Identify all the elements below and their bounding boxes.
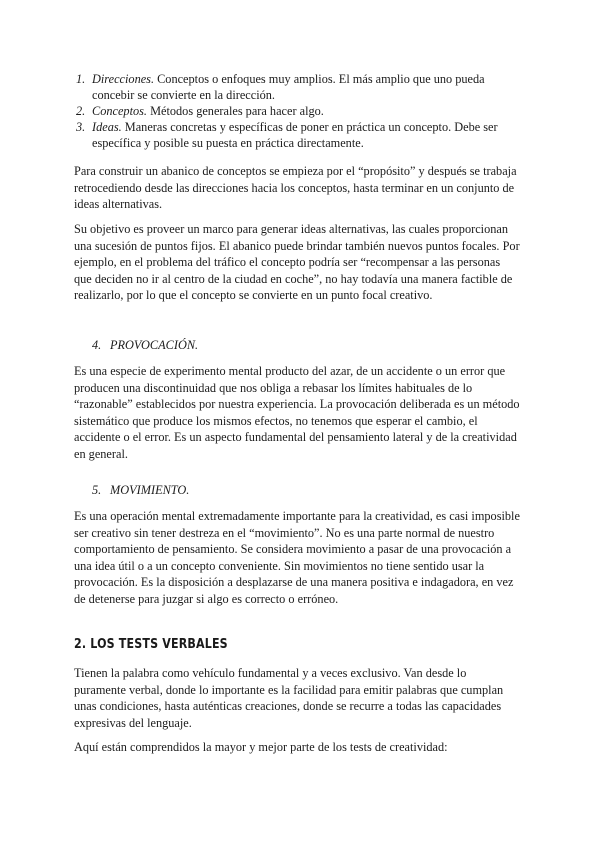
section-heading: 2. LOS TESTS VERBALES — [74, 636, 228, 652]
subheading-movimiento — [92, 482, 189, 498]
list-term: Ideas. — [92, 120, 122, 134]
list-text: Conceptos o enfoques muy amplios. El más amplio que uno pueda concebir se convierte en la dirección. — [92, 72, 485, 102]
list-number: 3. — [76, 120, 86, 134]
list-number: 1. — [76, 72, 86, 86]
subheading-title: MOVIMIENTO. — [110, 483, 190, 497]
paragraph-provocacion: Es una especie de experimento mental producto del azar, de un accidente o un error que producen una discontinuidad que nos obliga a rebasar los límites habituales de lo “razonable” establecidos por nuestra experiencia. La provocación deliberada es un método sistemático que produce los mismos efectos, no tenemos que esperar el cambio, el accidente o el error. Es un aspecto fundamental del pensamiento lateral y de la creatividad en general. — [74, 364, 520, 461]
list-item-conceptos — [76, 103, 522, 119]
list-item-ideas — [76, 119, 522, 151]
subheading-number: 5. — [92, 483, 102, 497]
paragraph-tests-creatividad: Aquí están comprendidos la mayor y mejor parte de los tests de creatividad: — [74, 740, 448, 754]
paragraph-abanico-construccion: Para construir un abanico de conceptos se empieza por el “propósito” y después se trabaja retrocediendo desde las direcciones hacia los conceptos, hasta terminar en un conjunto de ideas alternativas. — [74, 164, 517, 211]
subheading-number: 4. — [92, 338, 102, 352]
subheading-provocacion — [92, 337, 198, 353]
list-term: Conceptos. — [92, 104, 147, 118]
list-number: 2. — [76, 104, 86, 118]
list-term: Direcciones. — [92, 72, 155, 86]
list-text: Métodos generales para hacer algo. — [147, 104, 324, 118]
paragraph-abanico-objetivo: Su objetivo es proveer un marco para generar ideas alternativas, las cuales proporcionan una sucesión de puntos fijos. El abanico puede brindar también nuevos puntos focales. Por ejemplo, en el problema del tráfico el concepto podría ser “recompensar a las personas que deciden no ir al centro de la ciudad en coche”, no hay todavía una manera factible de realizarlo, por lo que el concepto se convierte en un punto focal creativo. — [74, 222, 520, 302]
paragraph-tests-verbales: Tienen la palabra como vehículo fundamental y a veces exclusivo. Van desde lo puramente verbal, donde lo importante es la facilidad para emitir palabras que cumplan unas condiciones, hasta auténticas creaciones, donde se recurre a todas las capacidades expresivas del lenguaje. — [74, 666, 504, 730]
list-text: Maneras concretas y específicas de poner en práctica un concepto. Debe ser específica y posible su puesta en práctica directamente. — [92, 120, 498, 150]
subheading-title: PROVOCACIÓN. — [110, 338, 199, 352]
list-item-direcciones — [76, 71, 522, 103]
paragraph-movimiento: Es una operación mental extremadamente importante para la creatividad, es casi imposible ser creativo sin tener destreza en el “movimiento”. No es una parte normal de nuestro comportamiento de pensamiento. Se considera movimiento a pasar de una provocación a una idea útil o a un concepto conveniente. Sin movimientos no tiene sentido usar la provocación. Es la disposición a desplazarse de una manera positiva e indagadora, en vez de detenerse para juzgar si algo es correcto o erróneo. — [74, 509, 520, 606]
